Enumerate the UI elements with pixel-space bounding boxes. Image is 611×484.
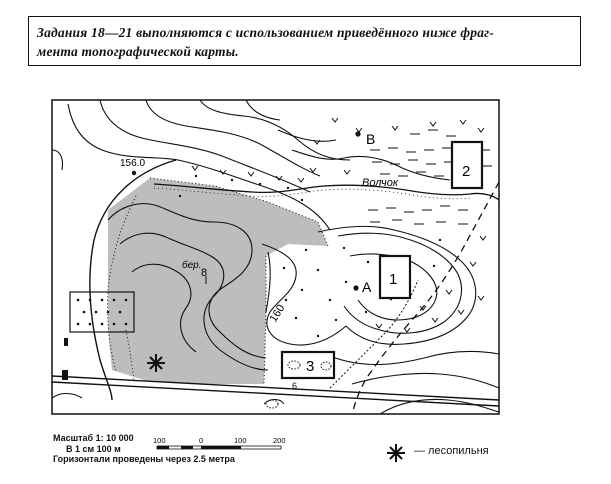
scale-tick: 200 xyxy=(273,436,286,445)
contour-label-160: 160 xyxy=(267,302,288,325)
forest-type-label: бер. xyxy=(182,260,202,271)
scale-info xyxy=(53,433,235,465)
river-name-label: Волчок xyxy=(362,177,399,189)
pit-icon xyxy=(266,400,278,408)
building xyxy=(62,370,68,380)
height-mark-label: 156.0 xyxy=(120,158,146,169)
task-line-1: Задания 18—21 выполняются с использованием приведённого ниже фраг- xyxy=(37,25,495,40)
legend xyxy=(414,445,489,457)
building xyxy=(64,338,68,346)
zone-3-label: 3 xyxy=(306,358,315,375)
point-a-label: A xyxy=(362,279,372,295)
contour-interval-note: Горизонтали проведены через 2.5 метра xyxy=(53,454,235,464)
legend-sawmill-icon xyxy=(387,444,405,462)
point-a-marker xyxy=(353,285,358,290)
point-b-marker xyxy=(355,131,360,136)
zone-2-label: 2 xyxy=(462,163,471,180)
road-width-label: 6 xyxy=(292,381,298,391)
main-road xyxy=(52,376,499,400)
legend-sawmill-label: — лесопильня xyxy=(414,445,489,457)
height-point xyxy=(132,171,136,175)
scale-tick: 100 xyxy=(153,436,166,445)
scale-tick: 100 xyxy=(234,436,247,445)
main-road-edge xyxy=(52,382,499,406)
task-line-2: мента топографической карты. xyxy=(37,44,239,59)
scale-tick: 0 xyxy=(199,436,204,445)
scale-per-cm: В 1 см 100 м xyxy=(66,443,121,454)
zone-1-label: 1 xyxy=(389,271,398,288)
scale-title: Масштаб 1: 10 000 xyxy=(53,433,134,443)
dashed-track xyxy=(352,182,499,414)
point-b-label: B xyxy=(366,131,376,147)
forest-height-label: 8 xyxy=(201,267,208,279)
